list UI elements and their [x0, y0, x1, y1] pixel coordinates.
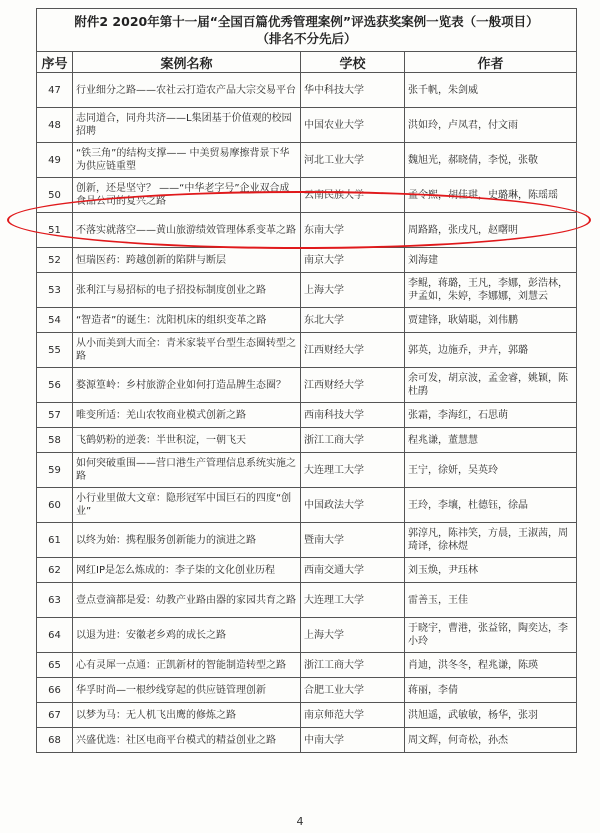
row-authors: 余可发，胡京波，孟金睿，姚颖，陈杜鹃	[405, 368, 577, 403]
table-row	[37, 178, 577, 213]
row-authors: 贾建锋，耿婧聪，刘伟鹏	[405, 308, 577, 333]
row-authors: 李鲲，蒋璐，王凡，李娜，彭浩林，尹孟如，朱婷，李娜娜，刘慧云	[405, 273, 577, 308]
row-case-name: “智造者”的诞生：沈阳机床的组织变革之路	[73, 308, 301, 333]
row-number: 50	[37, 178, 73, 213]
row-number: 56	[37, 368, 73, 403]
table-row	[37, 428, 577, 453]
row-number: 48	[37, 108, 73, 143]
row-school: 河北工业大学	[301, 143, 405, 178]
row-case-name: 以梦为马：无人机飞出鹰的修炼之路	[73, 703, 301, 728]
row-school: 云南民族大学	[301, 178, 405, 213]
row-school: 江西财经大学	[301, 368, 405, 403]
row-authors: 魏旭光，郝晓倩，李悦，张敬	[405, 143, 577, 178]
row-school: 中国农业大学	[301, 108, 405, 143]
row-school: 浙江工商大学	[301, 428, 405, 453]
table-title-line2: （排名不分先后）	[256, 31, 357, 46]
row-school: 西南科技大学	[301, 403, 405, 428]
row-case-name: 如何突破重围——营口港生产管理信息系统实施之路	[73, 453, 301, 488]
table-row	[37, 108, 577, 143]
row-number: 65	[37, 653, 73, 678]
row-number: 58	[37, 428, 73, 453]
table-row	[37, 728, 577, 753]
row-authors: 刘玉焕，尹珏林	[405, 558, 577, 583]
row-authors: 王玲，李壤，杜德钰，徐晶	[405, 488, 577, 523]
row-number: 60	[37, 488, 73, 523]
row-case-name: 从小而美到大而全：青米家装平台型生态圈转型之路	[73, 333, 301, 368]
row-case-name: 心有灵犀一点通：正凯新材的智能制造转型之路	[73, 653, 301, 678]
row-case-name: 婺源篁岭：乡村旅游企业如何打造品牌生态圈？	[73, 368, 301, 403]
row-case-name: 以终为始：携程服务创新能力的演进之路	[73, 523, 301, 558]
row-authors: 郭淳凡，陈祎笑，方晨，王淑茜，周琦译，徐林煜	[405, 523, 577, 558]
table-row	[37, 143, 577, 178]
row-number: 49	[37, 143, 73, 178]
table-body	[37, 73, 577, 753]
row-case-name: 网红IP是怎么炼成的：李子柒的文化创业历程	[73, 558, 301, 583]
row-authors: 洪如玲，卢凤君，付文雨	[405, 108, 577, 143]
row-case-name: 行业细分之路——农社云打造农产品大宗交易平台	[73, 73, 301, 108]
award-table	[36, 8, 577, 753]
table-row	[37, 403, 577, 428]
row-number: 61	[37, 523, 73, 558]
row-authors: 周文辉，何奇松，孙杰	[405, 728, 577, 753]
table-row	[37, 558, 577, 583]
row-school: 中国政法大学	[301, 488, 405, 523]
row-authors: 刘海建	[405, 248, 577, 273]
row-school: 浙江工商大学	[301, 653, 405, 678]
row-school: 合肥工业大学	[301, 678, 405, 703]
row-number: 62	[37, 558, 73, 583]
row-case-name: 华孚时尚—一根纱线穿起的供应链管理创新	[73, 678, 301, 703]
header-school: 学校	[301, 52, 405, 73]
row-case-name: 以退为进：安徽老乡鸡的成长之路	[73, 618, 301, 653]
row-number: 68	[37, 728, 73, 753]
row-authors: 程兆谦，董慧慧	[405, 428, 577, 453]
row-school: 上海大学	[301, 618, 405, 653]
header-number: 序号	[37, 52, 73, 73]
page-number: 4	[296, 815, 304, 828]
table-row	[37, 213, 577, 248]
row-number: 54	[37, 308, 73, 333]
row-case-name: 壹点壹滴都是爱：幼教产业路由器的家园共育之路	[73, 583, 301, 618]
row-school: 南京师范大学	[301, 703, 405, 728]
row-number: 63	[37, 583, 73, 618]
row-authors: 张千帆，朱剑威	[405, 73, 577, 108]
table-row	[37, 523, 577, 558]
row-school: 大连理工大学	[301, 583, 405, 618]
table-row	[37, 703, 577, 728]
table-row	[37, 333, 577, 368]
table-title	[37, 9, 577, 52]
row-case-name: 飞鹤奶粉的逆袭：半世积淀，一朝飞天	[73, 428, 301, 453]
row-number: 59	[37, 453, 73, 488]
row-case-name: 小行业里做大文章：隐形冠军中国巨石的四度“创业”	[73, 488, 301, 523]
row-school: 大连理工大学	[301, 453, 405, 488]
table-row	[37, 678, 577, 703]
row-school: 暨南大学	[301, 523, 405, 558]
header-case: 案例名称	[73, 52, 301, 73]
table-title-line1: 附件2 2020年第十一届“全国百篇优秀管理案例”评选获奖案例一览表（一般项目）	[74, 14, 539, 29]
table-row	[37, 248, 577, 273]
row-authors: 肖迪，洪冬冬，程兆谦，陈瑛	[405, 653, 577, 678]
table-row	[37, 73, 577, 108]
table-row	[37, 453, 577, 488]
row-school: 东南大学	[301, 213, 405, 248]
row-school: 华中科技大学	[301, 73, 405, 108]
row-case-name: “铁三角”的结构支撑—— 中美贸易摩擦背景下华为供应链重塑	[73, 143, 301, 178]
row-authors: 洪旭遥，武敏敏，杨华，张羽	[405, 703, 577, 728]
row-authors: 王宁，徐妍，吴英玲	[405, 453, 577, 488]
row-case-name: 不落实就落空——黄山旅游绩效管理体系变革之路	[73, 213, 301, 248]
row-school: 西南交通大学	[301, 558, 405, 583]
table-row	[37, 583, 577, 618]
row-case-name: 恒瑞医药：跨越创新的陷阱与断层	[73, 248, 301, 273]
row-school: 东北大学	[301, 308, 405, 333]
table-row	[37, 308, 577, 333]
row-case-name: 志同道合，同舟共济——L集团基于价值观的校园招聘	[73, 108, 301, 143]
row-number: 47	[37, 73, 73, 108]
row-number: 55	[37, 333, 73, 368]
table-row	[37, 653, 577, 678]
row-school: 南京大学	[301, 248, 405, 273]
row-school: 中南大学	[301, 728, 405, 753]
row-authors: 周路路，张戌凡，赵曙明	[405, 213, 577, 248]
header-author: 作者	[405, 52, 577, 73]
row-authors: 蒋丽，李倩	[405, 678, 577, 703]
table-row	[37, 488, 577, 523]
row-authors: 孟令熙，胡佳琪，史璐琳，陈瑶瑶	[405, 178, 577, 213]
row-authors: 于晓宇，曹港，张益铭，陶奕达，李小玲	[405, 618, 577, 653]
row-number: 51	[37, 213, 73, 248]
row-authors: 张霜，李海红，石思萌	[405, 403, 577, 428]
table-row	[37, 273, 577, 308]
row-authors: 郭英，边施乔，尹卉，郭璐	[405, 333, 577, 368]
row-case-name: 唯变所适：羌山农牧商业模式创新之路	[73, 403, 301, 428]
row-case-name: 兴盛优选：社区电商平台模式的精益创业之路	[73, 728, 301, 753]
row-number: 66	[37, 678, 73, 703]
row-number: 57	[37, 403, 73, 428]
row-school: 上海大学	[301, 273, 405, 308]
table-row	[37, 368, 577, 403]
row-number: 67	[37, 703, 73, 728]
row-case-name: 创新，还是坚守？ ——“中华老字号”企业双合成食品公司的复兴之路	[73, 178, 301, 213]
table-row	[37, 618, 577, 653]
row-number: 64	[37, 618, 73, 653]
row-number: 52	[37, 248, 73, 273]
row-authors: 雷善玉，王佳	[405, 583, 577, 618]
row-school: 江西财经大学	[301, 333, 405, 368]
row-case-name: 张利江与易招标的电子招投标制度创业之路	[73, 273, 301, 308]
row-number: 53	[37, 273, 73, 308]
